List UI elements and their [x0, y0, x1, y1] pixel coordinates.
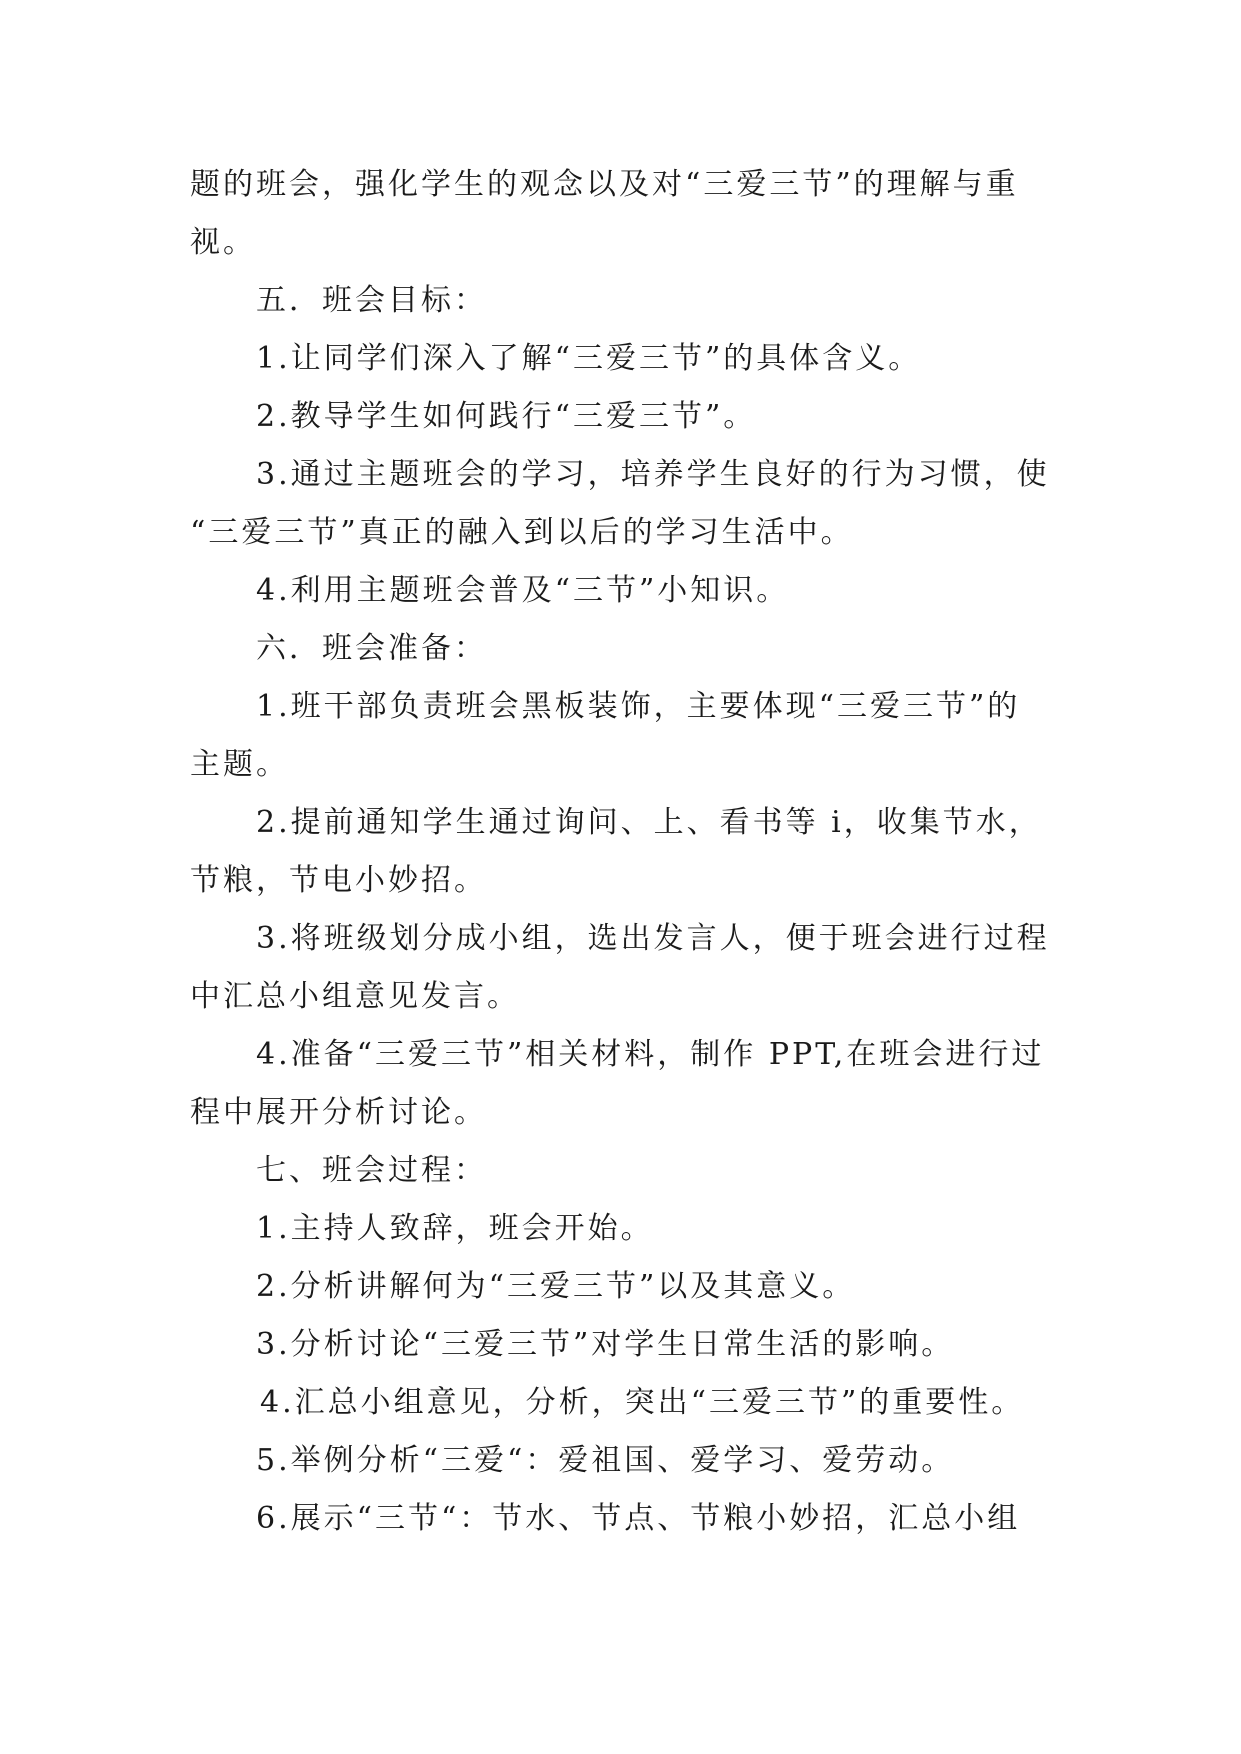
- list-item: [190, 910, 1090, 1026]
- text-line: 3.分析讨论“三爱三节”对学生日常生活的影响。: [256, 1327, 955, 1362]
- text-line: 2.分析讲解何为“三爱三节”以及其意义。: [256, 1269, 856, 1304]
- text-line: 题的班会，强化学生的观念以及对“三爱三节”的理解与重: [190, 167, 1019, 202]
- text-line: 3.通过主题班会的学习，培养学生良好的行为习惯，使: [256, 457, 1050, 492]
- list-item: [190, 1200, 1090, 1258]
- section-heading-text: 七、班会过程：: [256, 1153, 487, 1188]
- section-heading-text: 六．班会准备：: [256, 631, 487, 666]
- list-item: [190, 794, 1090, 910]
- list-item: [190, 1316, 1090, 1374]
- section-heading-text: 五．班会目标：: [256, 283, 487, 318]
- document-body: [190, 156, 1090, 1548]
- list-item: [190, 562, 1090, 620]
- text-line: 4.利用主题班会普及“三节”小知识。: [256, 573, 790, 608]
- paragraph: [190, 156, 1090, 272]
- text-line: 2.提前通知学生通过询问、上、看书等 i，收集节水，: [256, 805, 1042, 840]
- list-item: [190, 446, 1090, 562]
- text-line: 视。: [190, 225, 256, 260]
- text-line: 1.班干部负责班会黑板装饰，主要体现“三爱三节”的: [256, 689, 1021, 724]
- text-line: 2.教导学生如何践行“三爱三节”。: [256, 399, 757, 434]
- text-line: 4.准备“三爱三节”相关材料，制作 PPT,在班会进行过: [256, 1037, 1045, 1072]
- text-line: 节粮，节电小妙招。: [190, 863, 487, 898]
- list-item: [190, 1432, 1090, 1490]
- section-heading: [190, 1142, 1090, 1200]
- list-item: [190, 1258, 1090, 1316]
- list-item: [190, 388, 1090, 446]
- section-heading: [190, 620, 1090, 678]
- text-line: 1.让同学们深入了解“三爱三节”的具体含义。: [256, 341, 922, 376]
- text-line: 主题。: [190, 747, 289, 782]
- text-line: 6.展示“三节“：节水、节点、节粮小妙招，汇总小组: [256, 1501, 1021, 1536]
- text-line: 5.举例分析“三爱“：爱祖国、爱学习、爱劳动。: [256, 1443, 955, 1478]
- list-item: [190, 1490, 1090, 1548]
- text-line: 4.汇总小组意见，分析，突出“三爱三节”的重要性。: [260, 1385, 1025, 1420]
- section-heading: [190, 272, 1090, 330]
- text-line: “三爱三节”真正的融入到以后的学习生活中。: [190, 515, 854, 550]
- text-line: 中汇总小组意见发言。: [190, 979, 520, 1014]
- text-line: 1.主持人致辞，班会开始。: [256, 1211, 654, 1246]
- text-line: 程中展开分析讨论。: [190, 1095, 487, 1130]
- list-item: [190, 678, 1090, 794]
- list-item: [190, 1026, 1090, 1142]
- list-item: [190, 1374, 1090, 1432]
- text-line: 3.将班级划分成小组，选出发言人，便于班会进行过程: [256, 921, 1050, 956]
- list-item: [190, 330, 1090, 388]
